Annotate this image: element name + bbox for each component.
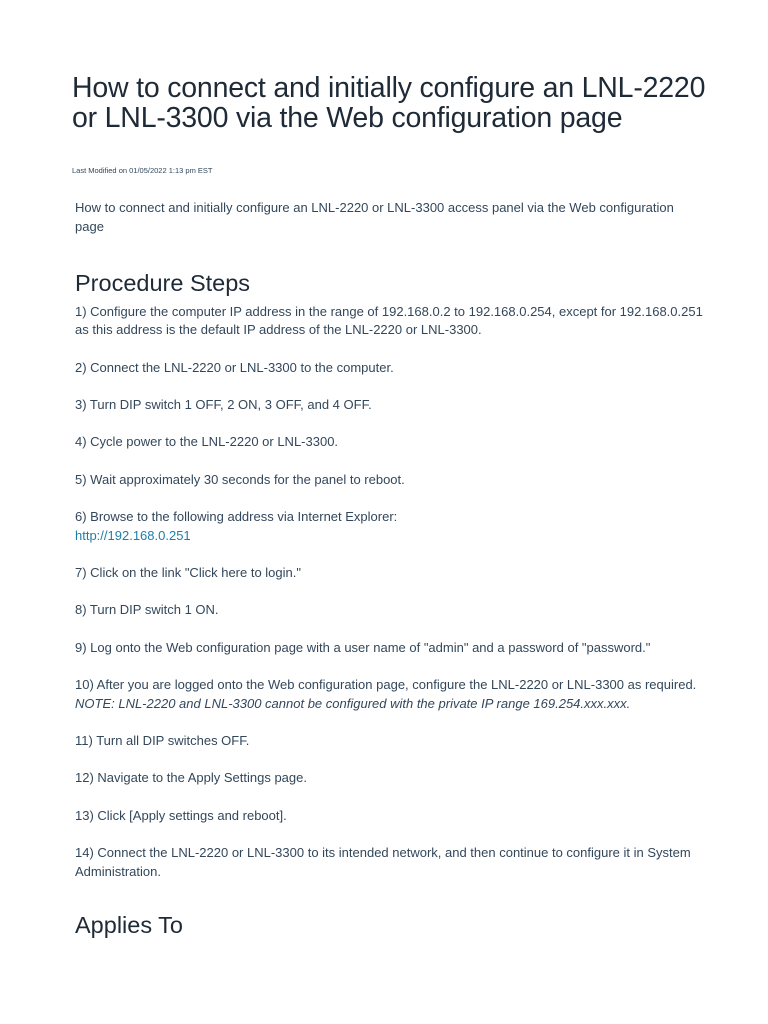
step-text: 9) Log onto the Web configuration page with a user name of "admin" and a password of "password." bbox=[75, 639, 651, 655]
step-text: 10) After you are logged onto the Web configuration page, configure the LNL-2220 or LNL-3300 as required. bbox=[75, 676, 697, 692]
step-item bbox=[75, 844, 705, 882]
procedure-steps-heading: Procedure Steps bbox=[75, 269, 251, 296]
step-item bbox=[75, 639, 705, 658]
article-intro: How to connect and initially configure an LNL-2220 or LNL-3300 access panel via the Web configuration page bbox=[75, 200, 674, 234]
step-item bbox=[75, 601, 705, 620]
applies-to-heading: Applies To bbox=[75, 912, 183, 939]
step-item bbox=[75, 508, 705, 546]
step-item bbox=[75, 433, 705, 452]
step-text: 1) Configure the computer IP address in the range of 192.168.0.2 to 192.168.0.254, except for 192.168.0.251 as this address is the default IP address of the LNL-2220 or LNL-3300. bbox=[75, 303, 703, 338]
step-text: 12) Navigate to the Apply Settings page. bbox=[75, 770, 307, 786]
step-text: 5) Wait approximately 30 seconds for the panel to reboot. bbox=[75, 471, 405, 487]
step-item bbox=[75, 676, 705, 714]
step-item bbox=[75, 732, 705, 751]
step-text: 3) Turn DIP switch 1 OFF, 2 ON, 3 OFF, and 4 OFF. bbox=[75, 396, 372, 412]
step-item bbox=[75, 471, 705, 490]
step-text: 8) Turn DIP switch 1 ON. bbox=[75, 602, 219, 618]
step-text: 4) Cycle power to the LNL-2220 or LNL-3300. bbox=[75, 434, 339, 450]
procedure-steps-list bbox=[75, 303, 705, 882]
step-text: 11) Turn all DIP switches OFF. bbox=[75, 732, 250, 748]
step-item bbox=[75, 396, 705, 415]
step-item bbox=[75, 303, 705, 341]
step-text: 7) Click on the link "Click here to login." bbox=[75, 564, 301, 580]
step-text: 6) Browse to the following address via Internet Explorer: bbox=[75, 508, 398, 524]
panel-address-link[interactable]: http://192.168.0.251 bbox=[75, 527, 191, 543]
step-text: 2) Connect the LNL-2220 or LNL-3300 to the computer. bbox=[75, 359, 394, 375]
step-text: 13) Click [Apply settings and reboot]. bbox=[75, 807, 287, 823]
step-item bbox=[75, 769, 705, 788]
step-text: 14) Connect the LNL-2220 or LNL-3300 to its intended network, and then continue to configure it in System Administration. bbox=[75, 844, 691, 879]
article-body bbox=[75, 199, 705, 939]
page-title: How to connect and initially configure an LNL-2220 or LNL-3300 via the Web configuration page bbox=[72, 72, 706, 134]
step-item bbox=[75, 359, 705, 378]
last-modified-date: Last Modified on 01/05/2022 1:13 pm EST bbox=[72, 166, 213, 175]
step-item bbox=[75, 564, 705, 583]
step-item bbox=[75, 807, 705, 826]
step-note: NOTE: LNL-2220 and LNL-3300 cannot be configured with the private IP range 169.254.xxx.xxx. bbox=[75, 695, 631, 711]
